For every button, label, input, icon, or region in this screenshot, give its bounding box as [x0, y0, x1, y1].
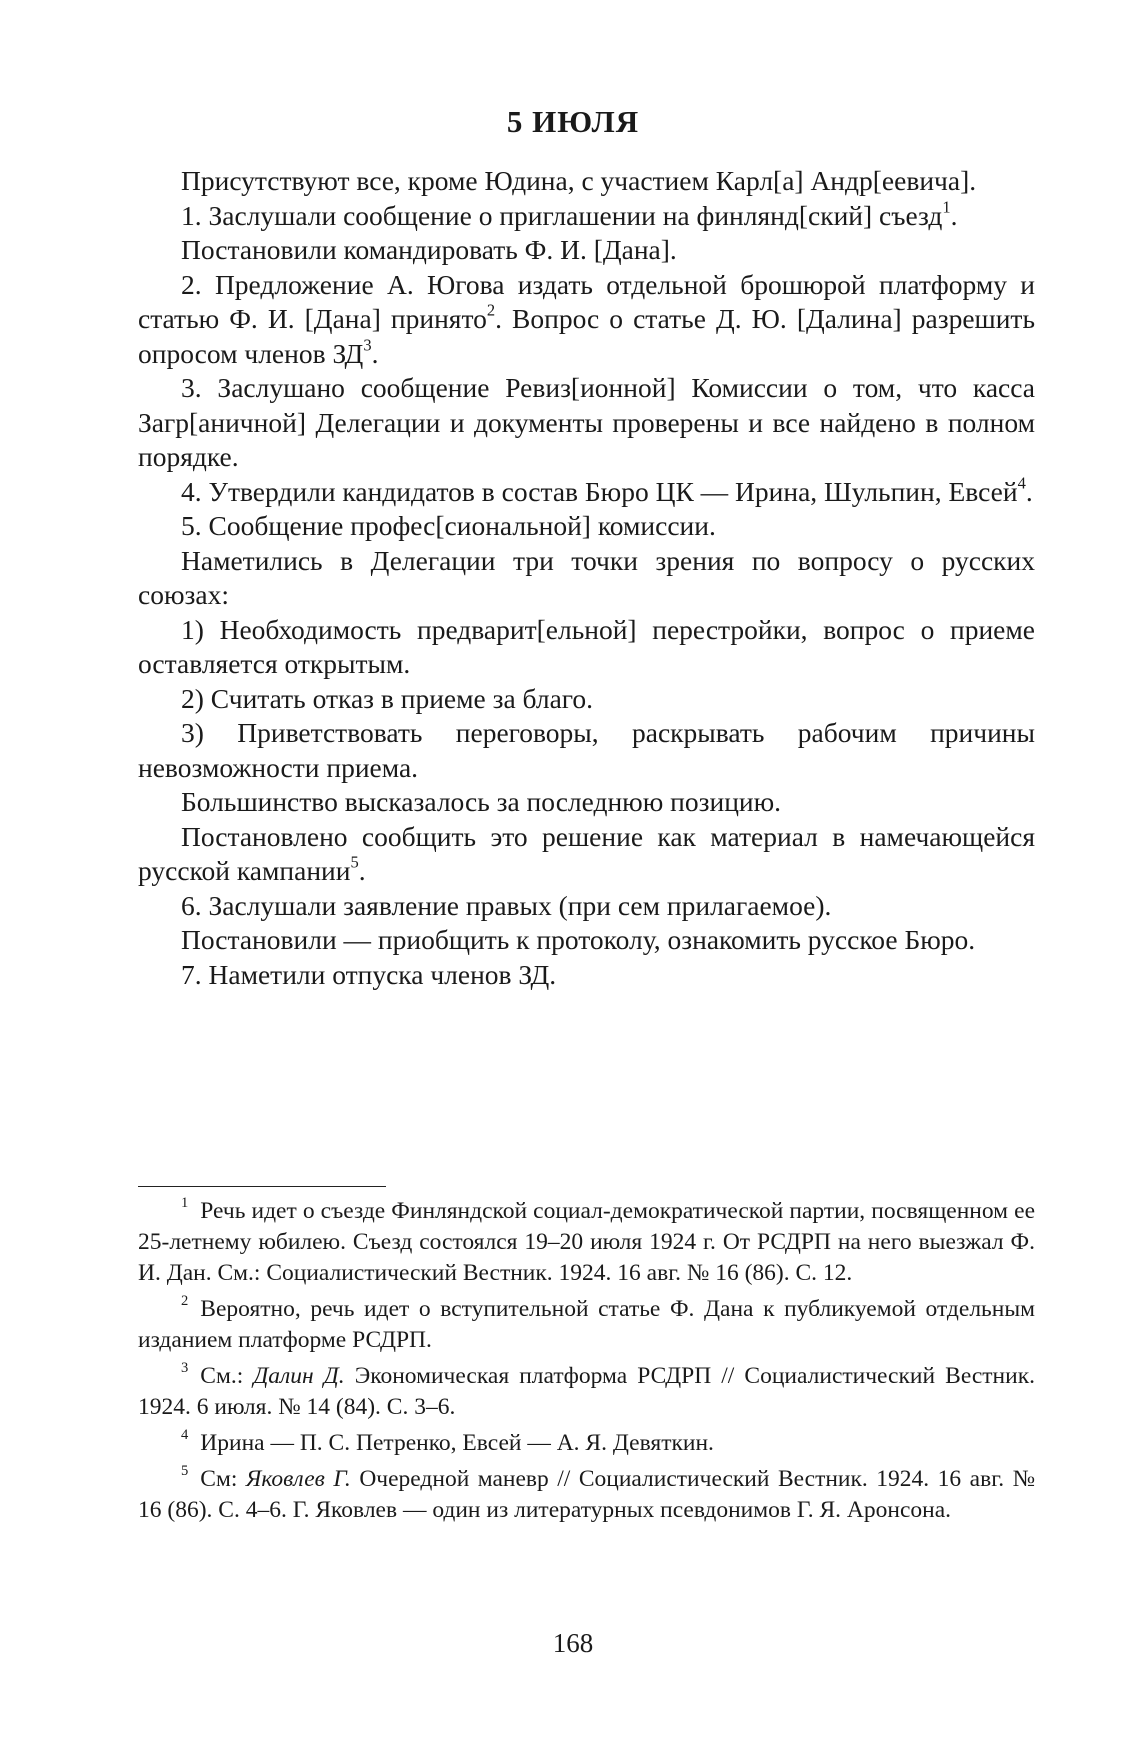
paragraph: 5. Сообщение профес[сиональной] комиссии.	[181, 510, 716, 541]
paragraph: 3. Заслушано сообщение Ревиз[ионной] Комиссии о том, что касса Загр[аничной] Делегации и документы проверены и все найдено в полном порядке.	[138, 372, 1035, 472]
footnote-ref[interactable]: 2	[486, 300, 496, 320]
paragraph: Наметились в Делегации три точки зрения по вопросу о русских союзах:	[138, 544, 1035, 610]
main-text	[138, 164, 1035, 992]
footnote-ref[interactable]: 1	[942, 197, 951, 217]
paragraph: Присутствуют все, кроме Юдина, с участием Карл[а] Андр[еевича].	[181, 165, 977, 196]
footnote-number: 1	[181, 1195, 189, 1212]
paragraph: 4. Утвердили кандидатов в состав Бюро ЦК — Ирина, Шульпин, Евсей$^4$.	[181, 473, 1033, 507]
footnote-ref[interactable]: 3	[363, 335, 372, 355]
footnote-ref[interactable]: 5	[350, 852, 359, 872]
paragraph: 1) Необходимость предварит[ельной] перестройки, вопрос о приеме оставляется открытым.	[138, 613, 1035, 679]
author-name: Далин Д.	[253, 1363, 345, 1389]
footnote-number: 3	[181, 1360, 189, 1377]
footnote-number: 4	[181, 1427, 189, 1444]
footnote: $^4$ Ирина — П. С. Петренко, Евсей — А. Я. Девяткин.	[181, 1427, 714, 1456]
paragraph: Постановили командировать Ф. И. [Дана].	[181, 234, 677, 265]
footnote-number: 2	[181, 1293, 189, 1310]
footnotes	[138, 1196, 1035, 1531]
paragraph: Большинство высказалось за последнюю позицию.	[181, 786, 782, 817]
paragraph: 3) Приветствовать переговоры, раскрывать рабочим причины невозможности приема.	[138, 717, 1035, 783]
footnote-number: 5	[181, 1463, 189, 1480]
footnote: $^3$ См.: Далин Д. Экономическая платформа РСДРП // Социалистический Вестник. 1924. 6 июля. № 14 (84). С. 3–6.	[138, 1360, 1035, 1420]
paragraph: 6. Заслушали заявление правых (при сем прилагаемое).	[181, 889, 832, 921]
footnote: $^1$ Речь идет о съезде Финляндской социал-демократической партии, посвященном ее 25-летнему юбилею. Съезд состоялся 19–20 июля 1924 г. От РСДРП на него выезжал Ф. И. Дан. См.: Социалистический Вестник. 1924. 16 авг. № 16 (86). С. 12.	[138, 1195, 1035, 1286]
author-name: Яковлев Г.	[245, 1466, 351, 1492]
footnote-divider	[138, 1186, 386, 1187]
paragraph: 7. Наметили отпуска членов ЗД.	[181, 958, 557, 990]
paragraph: Постановили — приобщить к протоколу, ознакомить русское Бюро.	[181, 924, 976, 955]
paragraph: Постановлено сообщить это решение как материал в намечающейся русской кампании$^5$.	[138, 820, 1035, 886]
paragraph: 1. Заслушали сообщение о приглашении на финлянд[ский] съезд$^1$.	[181, 197, 958, 231]
section-heading: 5 ИЮЛЯ	[506, 104, 640, 139]
footnote-ref[interactable]: 4	[1017, 473, 1026, 493]
paragraph: 2. Предложение А. Югова издать отдельной брошюрой платформу и статью Ф. И. [Дана] принято$^2$. Вопрос о статье Д. Ю. [Далина] разрешить опросом членов $ЗД^3$.	[138, 268, 1035, 369]
footnote: $^2$ Вероятно, речь идет о вступительной статье Ф. Дана к публикуемой отдельным изданием платформе РСДРП.	[138, 1293, 1035, 1353]
paragraph: 2) Считать отказ в приеме за благо.	[181, 682, 594, 714]
footnote: $^5$ См: Яковлев Г. Очередной маневр // Социалистический Вестник. 1924. 16 авг. № 16 (86). С. 4–6. Г. Яковлев — один из литературных псевдонимов Г. Я. Аронсона.	[138, 1463, 1036, 1523]
page-number: 168	[552, 1628, 594, 1658]
